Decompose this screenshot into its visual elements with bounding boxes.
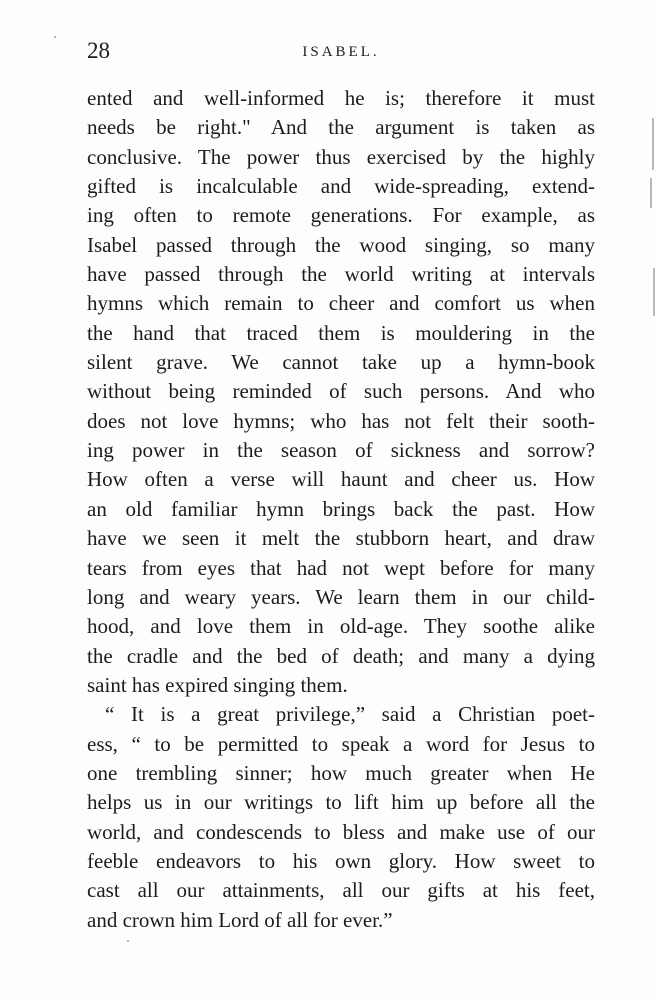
paper-speck — [54, 36, 56, 38]
text-line: needs be right." And the argument is taken as — [87, 115, 595, 140]
text-line: world, and condescends to bless and make use of our — [87, 819, 595, 844]
text-line: conclusive. The power thus exercised by the highly — [87, 144, 595, 169]
text-line: have passed through the world writing at intervals — [87, 262, 595, 287]
margin-mark — [653, 268, 655, 316]
text-line: the hand that traced them is mouldering in the — [87, 320, 595, 345]
text-line: helps us in our writings to lift him up before all the — [87, 790, 595, 815]
text-line: and crown him Lord of all for ever.” — [87, 907, 393, 932]
text-line: How often a verse will haunt and cheer us. How — [87, 467, 595, 492]
body-text — [87, 84, 595, 935]
paper-speck — [127, 940, 129, 942]
text-line: ess, “ to be permitted to speak a word for Jesus to — [87, 731, 595, 756]
text-line: one trembling sinner; how much greater when He — [87, 760, 595, 785]
page-number: 28 — [87, 38, 110, 63]
text-line: ing often to remote generations. For example, as — [87, 203, 595, 228]
paragraph-1 — [87, 84, 595, 700]
text-line: without being reminded of such persons. And who — [87, 379, 595, 404]
text-line: Isabel passed through the wood singing, so many — [87, 232, 595, 257]
text-line: hymns which remain to cheer and comfort us when — [87, 291, 595, 316]
text-line: an old familiar hymn brings back the past. How — [87, 496, 595, 521]
paragraph-2 — [87, 700, 595, 935]
text-line: saint has expired singing them. — [87, 672, 348, 697]
text-line: long and weary years. We learn them in our child- — [87, 584, 595, 609]
text-line: tears from eyes that had not wept before for many — [87, 555, 595, 580]
text-line: have we seen it melt the stubborn heart, and draw — [87, 526, 595, 551]
text-line: does not love hymns; who has not felt their sooth- — [87, 408, 595, 433]
text-line: feeble endeavors to his own glory. How sweet to — [87, 848, 595, 873]
text-line: silent grave. We cannot take up a hymn-book — [87, 350, 595, 375]
text-line: hood, and love them in old-age. They soothe alike — [87, 614, 595, 639]
text-line: the cradle and the bed of death; and many a dying — [87, 643, 595, 668]
margin-mark — [652, 118, 654, 170]
text-line: ented and well-informed he is; therefore it must — [87, 86, 595, 110]
text-line: cast all our attainments, all our gifts at his feet, — [87, 878, 595, 903]
margin-mark — [650, 178, 652, 208]
running-head — [87, 38, 595, 70]
text-line: gifted is incalculable and wide-spreading, extend- — [87, 174, 595, 199]
text-line: ing power in the season of sickness and sorrow? — [87, 438, 595, 463]
text-line: “ It is a great privilege,” said a Christian poet- — [105, 702, 595, 727]
running-title: ISABEL. — [302, 44, 380, 60]
